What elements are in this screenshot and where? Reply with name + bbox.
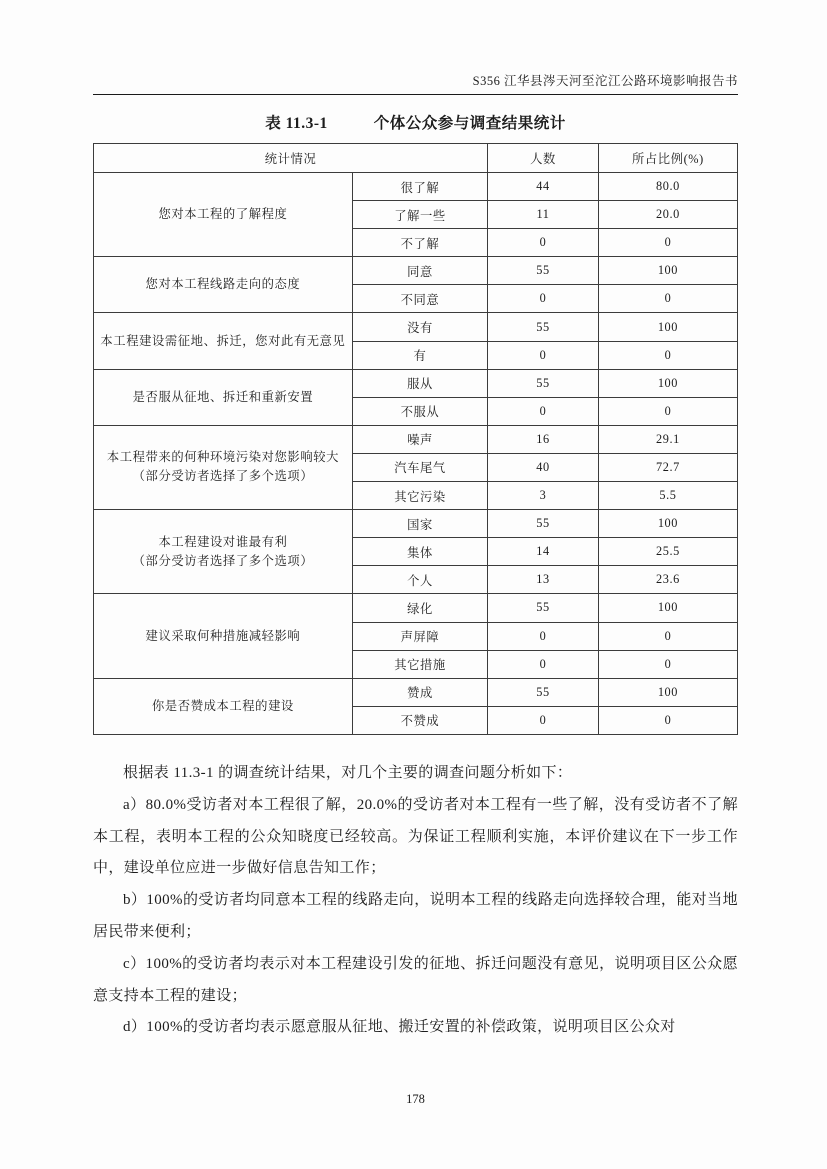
percent-cell: 0	[598, 229, 737, 257]
count-cell: 44	[488, 173, 599, 201]
question-cell: 本工程带来的何种环境污染对您影响较大 （部分受访者选择了多个选项）	[94, 425, 353, 509]
option-cell: 有	[352, 341, 487, 369]
table-row	[94, 510, 738, 538]
paragraph: a）80.0%受访者对本工程很了解，20.0%的受访者对本工程有一些了解，没有受访者不了解本工程，表明本工程的公众知晓度已经较高。为保证工程顺利实施，本评价建议在下一步工作中，建设单位应进一步做好信息告知工作；	[93, 796, 738, 877]
table-row	[94, 594, 738, 622]
option-cell: 不了解	[352, 229, 487, 257]
table-row	[94, 678, 738, 706]
option-cell: 不同意	[352, 285, 487, 313]
percent-cell: 100	[598, 313, 737, 341]
percent-cell: 0	[598, 622, 737, 650]
question-cell: 是否服从征地、拆迁和重新安置	[94, 369, 353, 425]
table-row	[94, 257, 738, 285]
count-cell: 55	[488, 313, 599, 341]
question-cell: 您对本工程线路走向的态度	[94, 257, 353, 313]
percent-cell: 100	[598, 594, 737, 622]
count-cell: 55	[488, 257, 599, 285]
table-number: 表 11.3-1	[265, 115, 328, 132]
option-cell: 汽车尾气	[352, 453, 487, 481]
option-cell: 声屏障	[352, 622, 487, 650]
count-cell: 0	[488, 706, 599, 734]
percent-cell: 0	[598, 650, 737, 678]
percent-cell: 25.5	[598, 538, 737, 566]
percent-cell: 100	[598, 257, 737, 285]
count-cell: 0	[488, 341, 599, 369]
option-cell: 服从	[352, 369, 487, 397]
count-cell: 11	[488, 201, 599, 229]
count-cell: 16	[488, 425, 599, 453]
count-cell: 14	[488, 538, 599, 566]
table-header-row	[94, 144, 738, 173]
option-cell: 其它污染	[352, 482, 487, 510]
count-cell: 0	[488, 397, 599, 425]
option-cell: 了解一些	[352, 201, 487, 229]
count-cell: 13	[488, 566, 599, 594]
question-cell: 本工程建设需征地、拆迁，您对此有无意见	[94, 313, 353, 369]
count-cell: 0	[488, 650, 599, 678]
analysis-text	[93, 758, 738, 1044]
option-cell: 其它措施	[352, 650, 487, 678]
option-cell: 不服从	[352, 397, 487, 425]
page-number: 178	[406, 1092, 425, 1106]
percent-cell: 23.6	[598, 566, 737, 594]
paragraph: 根据表 11.3-1 的调查统计结果，对几个主要的调查问题分析如下：	[123, 765, 573, 781]
count-cell: 55	[488, 594, 599, 622]
count-cell: 0	[488, 229, 599, 257]
table-title: 个体公众参与调查结果统计	[373, 115, 566, 132]
question-cell: 本工程建设对谁最有利 （部分受访者选择了多个选项）	[94, 510, 353, 594]
percent-cell: 20.0	[598, 201, 737, 229]
table-caption	[93, 111, 738, 133]
table-row	[94, 425, 738, 453]
table-row	[94, 173, 738, 201]
percent-cell: 5.5	[598, 482, 737, 510]
paragraph: c）100%的受访者均表示对本工程建设引发的征地、拆迁问题没有意见，说明项目区公众愿意支持本工程的建设；	[93, 955, 738, 1004]
option-cell: 个人	[352, 566, 487, 594]
count-cell: 55	[488, 369, 599, 397]
option-cell: 噪声	[352, 425, 487, 453]
question-cell: 您对本工程的了解程度	[94, 173, 353, 257]
option-cell: 绿化	[352, 594, 487, 622]
column-header-count: 人数	[488, 144, 599, 173]
count-cell: 40	[488, 453, 599, 481]
percent-cell: 0	[598, 341, 737, 369]
paragraph: d）100%的受访者均表示愿意服从征地、搬迁安置的补偿政策，说明项目区公众对	[123, 1019, 676, 1036]
percent-cell: 29.1	[598, 425, 737, 453]
count-cell: 0	[488, 622, 599, 650]
percent-cell: 100	[598, 678, 737, 706]
survey-results-table	[93, 143, 738, 735]
option-cell: 同意	[352, 257, 487, 285]
percent-cell: 80.0	[598, 173, 737, 201]
option-cell: 很了解	[352, 173, 487, 201]
option-cell: 不赞成	[352, 706, 487, 734]
count-cell: 55	[488, 510, 599, 538]
report-header: S356 江华县涔天河至沱江公路环境影响报告书	[93, 71, 738, 95]
column-header-percent: 所占比例(%)	[598, 144, 737, 173]
percent-cell: 0	[598, 706, 737, 734]
percent-cell: 0	[598, 285, 737, 313]
count-cell: 0	[488, 285, 599, 313]
percent-cell: 0	[598, 397, 737, 425]
percent-cell: 100	[598, 369, 737, 397]
option-cell: 国家	[352, 510, 487, 538]
percent-cell: 72.7	[598, 453, 737, 481]
paragraph: b）100%的受访者均同意本工程的线路走向，说明本工程的线路走向选择较合理，能对当地居民带来便利；	[93, 892, 738, 940]
count-cell: 55	[488, 678, 599, 706]
option-cell: 集体	[352, 538, 487, 566]
option-cell: 没有	[352, 313, 487, 341]
percent-cell: 100	[598, 510, 737, 538]
question-cell: 你是否赞成本工程的建设	[94, 678, 353, 734]
table-row	[94, 313, 738, 341]
count-cell: 3	[488, 482, 599, 510]
question-cell: 建议采取何种措施减轻影响	[94, 594, 353, 678]
column-header-situation: 统计情况	[94, 144, 488, 173]
option-cell: 赞成	[352, 678, 487, 706]
table-row	[94, 369, 738, 397]
